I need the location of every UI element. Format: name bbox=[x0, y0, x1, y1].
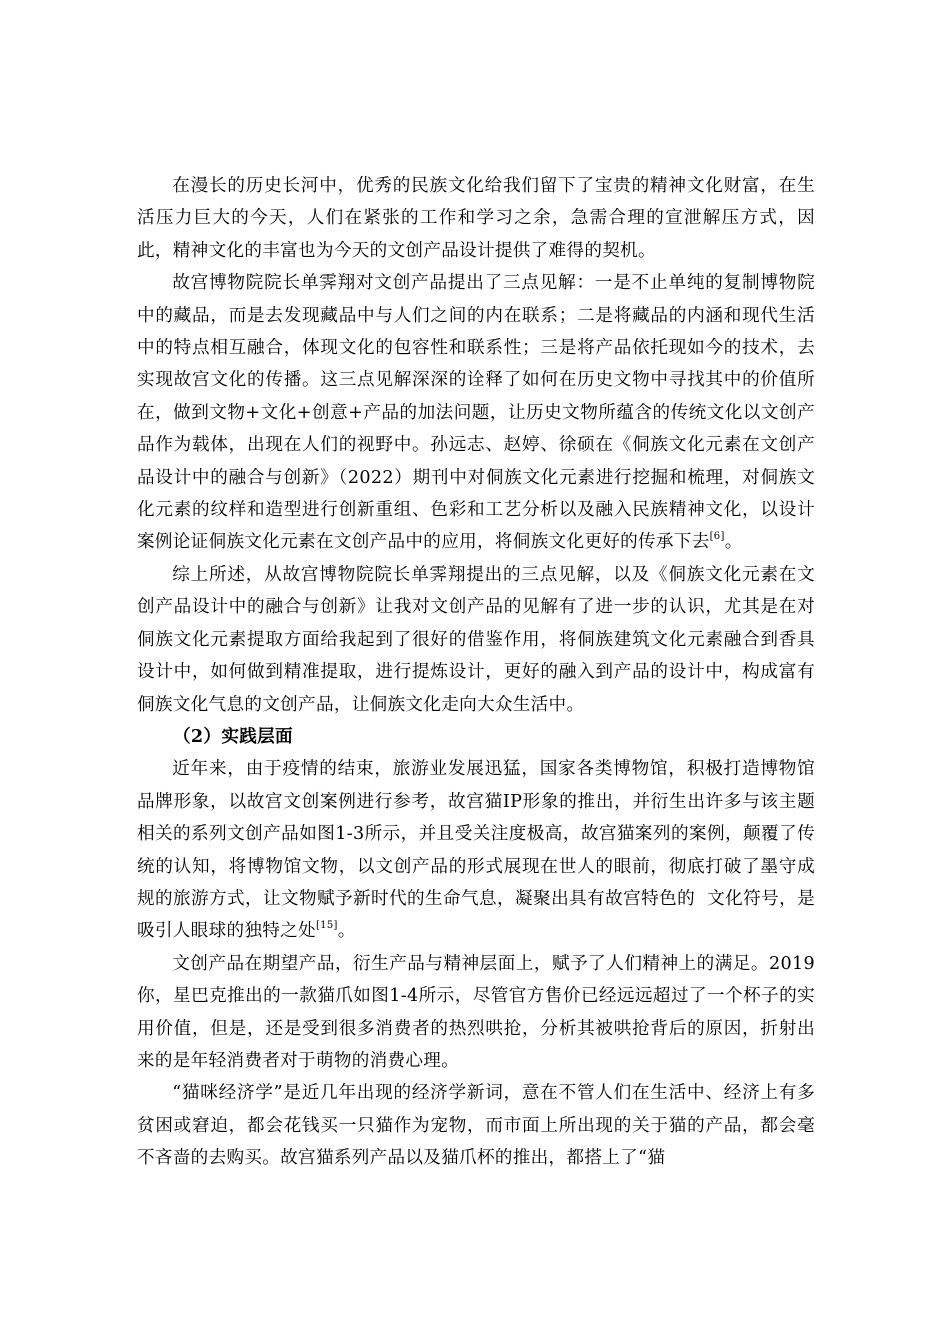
section-heading: （2）实践层面 bbox=[173, 725, 293, 747]
paragraph-4-end: 。 bbox=[337, 921, 356, 942]
paragraph-3: 综上所述，从故宫博物院院长单霁翔提出的三点见解，以及《侗族文化元素在文创产品设计中的融合与创新》让我对文创产品的见解有了进一步的认识，尤其是在对侗族文化元素提取方面给我起到了很好的借鉴作用，将侗族建筑文化元素融合到香具设计中，如何做到精准提取，进行提炼设计，更好的融入到产品的设计中，构成富有侗族文化气息的文创产品，让侗族文化走向大众生活中。 bbox=[137, 564, 815, 715]
paragraph-6: “猫咪经济学”是近几年出现的经济学新词，意在不管人们在生活中、经济上有多贫困或窘迫，都会花钱买一只猫作为宠物，而市面上所出现的关于猫的产品，都会毫不吝啬的去购买。故宫猫系列产品以及猫爪杯的推出，都搭上了“猫 bbox=[137, 1083, 815, 1169]
paragraph-2-end: 。 bbox=[724, 532, 743, 553]
paragraph-2-text: 故宫博物院院长单霁翔对文创产品提出了三点见解：一是不止单纯的复制博物院中的藏品，而是去发现藏品中与人们之间的内在联系；二是将藏品的内涵和现代生活中的特点相互融合，体现文化的包容性和联系性；三是将产品依托现如今的技术，去实现故宫文化的传播。这三点见解深深的诠释了如何在历史文物中寻找其中的价值所在，做到文物+文化+创意+产品的加法问题，让历史文物所蕴含的传统文化以文创产品作为载体，出现在人们的视野中。孙远志、赵婷、徐硕在《侗族文化元素在文创产品设计中的融合与创新》（2022）期刊中对侗族文化元素进行挖掘和梳理，对侗族文化元素的纹样和造型进行创新重组、色彩和工艺分析以及融入民族精神文化，以设计案例论证侗族文化元素在文创产品中的应用，将侗族文化更好的传承下去 bbox=[137, 273, 815, 553]
paragraph-1: 在漫长的历史长河中，优秀的民族文化给我们留下了宝贵的精神文化财富，在生活压力巨大的今天，人们在紧张的工作和学习之余，急需合理的宣泄解压方式，因此，精神文化的丰富也为今天的文创产品设计提供了难得的契机。 bbox=[137, 176, 815, 261]
paragraph-4 bbox=[137, 753, 815, 947]
paragraph-2 bbox=[137, 267, 815, 559]
document-page bbox=[137, 170, 815, 1175]
citation-15: [15] bbox=[315, 920, 338, 932]
paragraph-4-text: 近年来，由于疫情的结束，旅游业发展迅猛，国家各类博物馆，积极打造博物馆品牌形象，以故宫文创案例进行参考，故宫猫IP形象的推出，并衍生出许多与该主题相关的系列文创产品如图1-3所示，并且受关注度极高，故宫猫案列的案例，颠覆了传统的认知，将博物馆文物，以文创产品的形式展现在世人的眼前，彻底打破了墨守成规的旅游方式，让文物赋予新时代的生命气息，凝聚出具有故宫特色的 文化符号，是吸引人眼球的独特之处 bbox=[137, 759, 815, 942]
paragraph-5: 文创产品在期望产品，衍生产品与精神层面上，赋予了人们精神上的满足。2019你，星巴克推出的一款猫爪如图1-4所示，尽管官方售价已经远远超过了一个杯子的实用价值，但是，还是受到很多消费者的热烈哄抢，分析其被哄抢背后的原因，折射出来的是年轻消费者对于萌物的消费心理。 bbox=[137, 953, 815, 1071]
citation-6: [6] bbox=[709, 531, 725, 543]
